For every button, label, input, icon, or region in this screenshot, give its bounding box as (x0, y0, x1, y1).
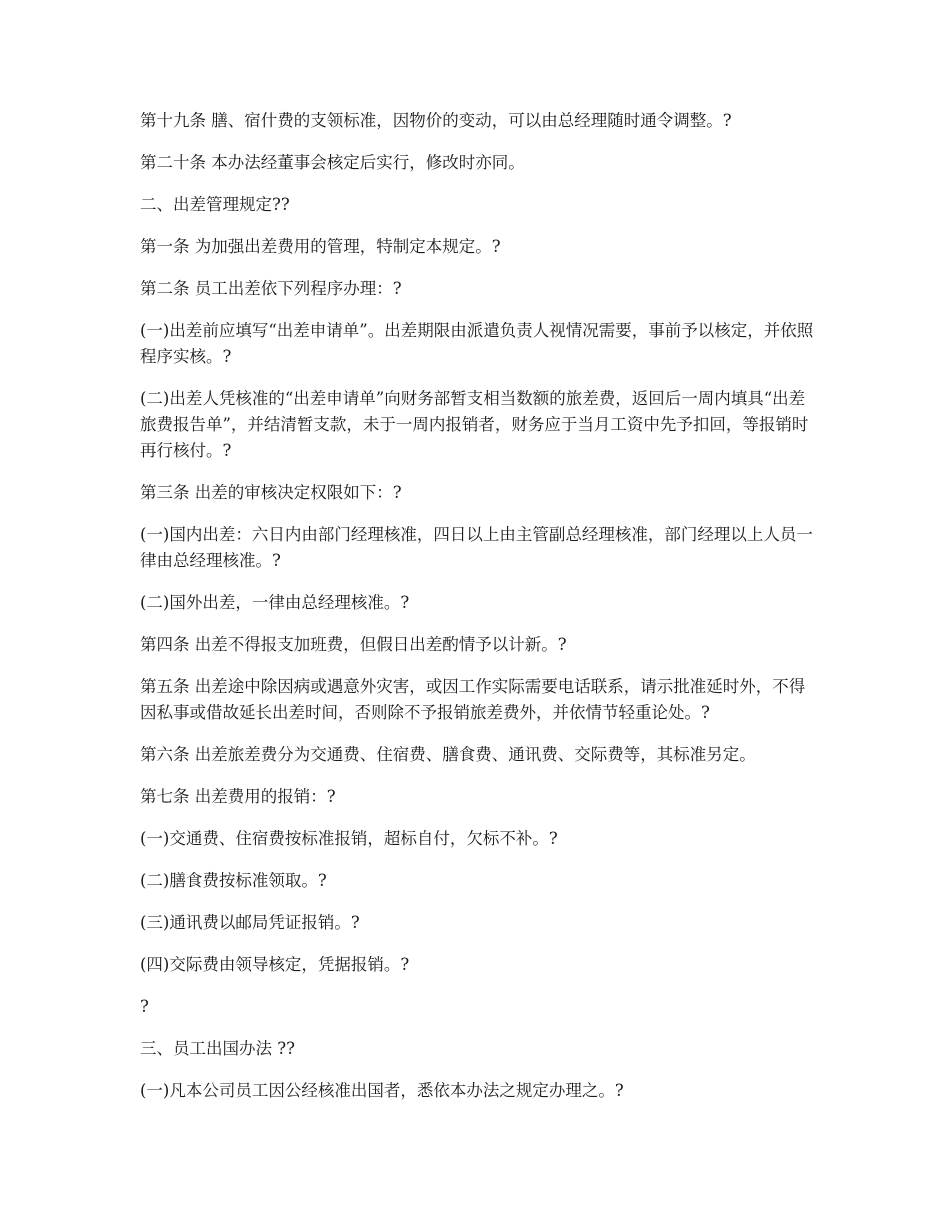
paragraph-article-7-item-3: (三)通讯费以邮局凭证报销。? (140, 913, 360, 932)
paragraph-article-1: 第一条 为加强出差费用的管理，特制定本规定。? (140, 237, 501, 256)
paragraph-article-4: 第四条 出差不得报支加班费，但假日出差酌情予以计新。? (140, 635, 567, 654)
paragraph-article-2: 第二条 员工出差依下列程序办理：? (140, 279, 402, 298)
paragraph-article-3-item-2: (二)国外出差，一律由总经理核准。? (140, 593, 410, 612)
paragraph-article-19: 第十九条 膳、宿什费的支领标准，因物价的变动，可以由总经理随时通令调整。? (140, 111, 732, 130)
paragraph-article-7-item-4: (四)交际费由领导核定，凭据报销。? (140, 955, 410, 974)
paragraph-article-20: 第二十条 本办法经董事会核定后实行，修改时亦同。 (140, 153, 525, 172)
paragraph-article-3: 第三条 出差的审核决定权限如下：? (140, 483, 402, 502)
paragraph-article-3-item-1: (一)国内出差：六日内由部门经理核准，四日以上由主管副总经理核准，部门经理以上人员一律由总经理核准。? (140, 525, 813, 570)
paragraph-article-7-item-2: (二)膳食费按标准领取。? (140, 871, 327, 890)
paragraph-article-2-item-1: (一)出差前应填写“出差申请单”。出差期限由派遣负责人视情况需要，事前予以核定，并依照程序实核。? (140, 321, 814, 366)
paragraph-article-2-item-2: (二)出差人凭核准的“出差申请单”向财务部暂支相当数额的旅差费，返回后一周内填具“出差旅费报告单”，并结清暂支款，未于一周内报销者，财务应于当月工资中先予扣回，等报销时再行核付。? (140, 389, 809, 460)
section-heading-travel-rules: 二、出差管理规定?? (140, 195, 290, 214)
paragraph-article-7-item-1: (一)交通费、住宿费按标准报销，超标自付，欠标不补。? (140, 829, 558, 848)
document-body (140, 108, 820, 1120)
paragraph-article-7: 第七条 出差费用的报销：? (140, 787, 336, 806)
paragraph-placeholder: ? (140, 997, 149, 1016)
paragraph-article-5: 第五条 出差途中除因病或遇意外灾害，或因工作实际需要电话联系，请示批准延时外，不得因私事或借故延长出差时间，否则除不予报销旅差费外，并依情节轻重论处。? (140, 677, 806, 722)
paragraph-overseas-item-1: (一)凡本公司员工因公经核准出国者，悉依本办法之规定办理之。? (140, 1081, 624, 1100)
section-heading-overseas-travel: 三、员工出国办法 ?? (140, 1039, 295, 1058)
paragraph-article-6: 第六条 出差旅差费分为交通费、住宿费、膳食费、通讯费、交际费等，其标准另定。 (140, 745, 756, 764)
